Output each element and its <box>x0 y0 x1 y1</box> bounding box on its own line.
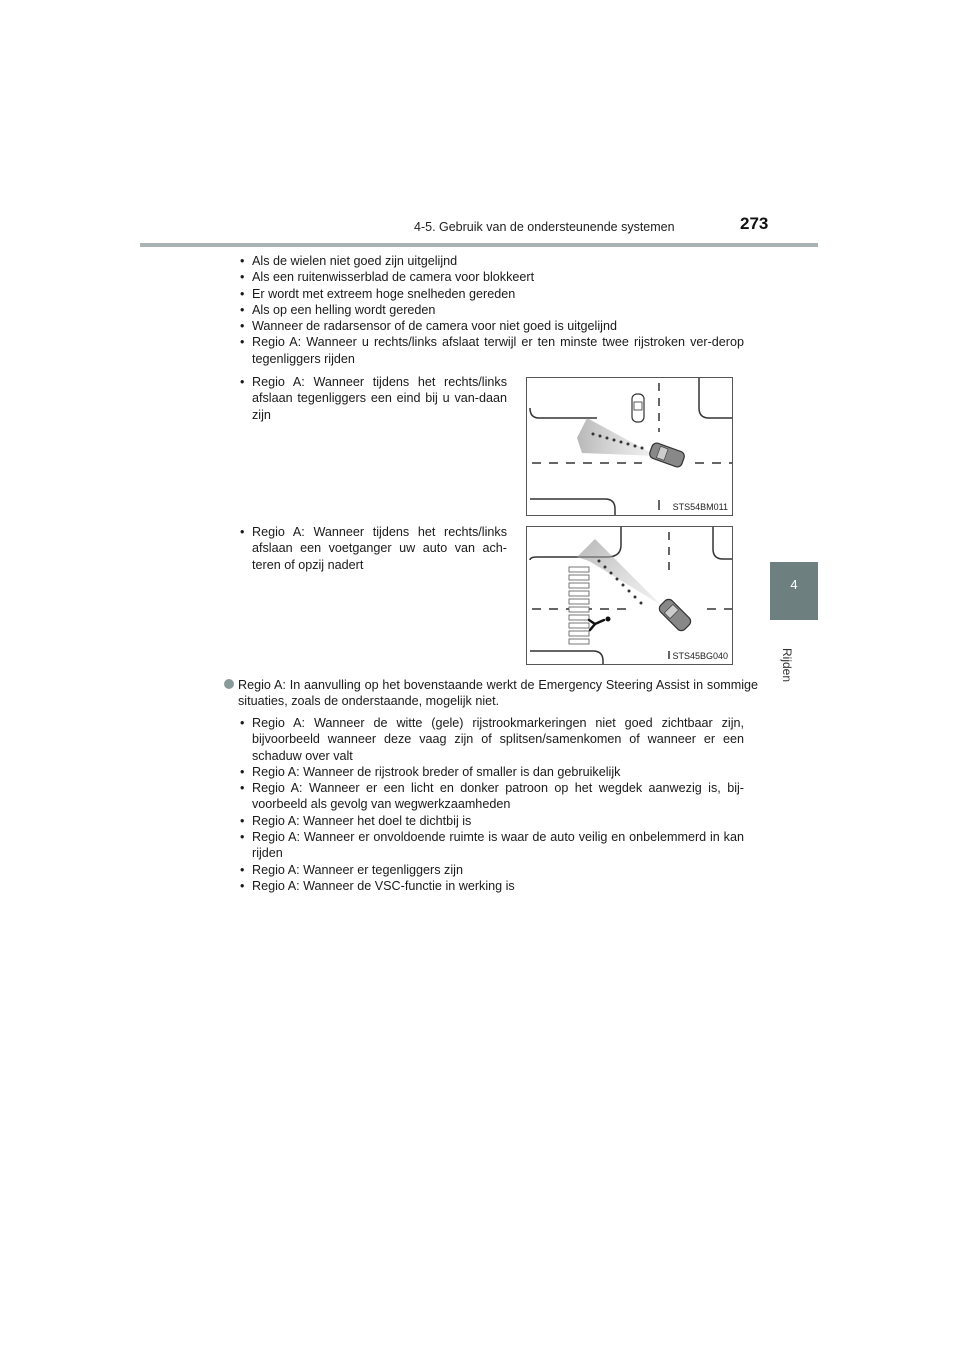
pedestrian-icon <box>589 617 611 631</box>
list-item: • Wanneer de radarsensor of de camera voor niet goed is uitgelijnd <box>238 318 744 334</box>
page-number: 273 <box>740 214 769 233</box>
list-item: • Als een ruitenwisserblad de camera voor blokkeert <box>238 269 744 285</box>
list-item: • Regio A: Wanneer de witte (gele) rijstrookmarkeringen niet goed zichtbaar zijn, bijvoorbeeld wanneer deze vaag zijn of splitsen/samenkomen of wanneer er een schaduw over valt <box>238 715 744 764</box>
figure-1-illustration <box>526 377 733 516</box>
list-item: • Regio A: Wanneer het doel te dichtbij is <box>238 813 744 829</box>
list-item: • Regio A: Wanneer de VSC-functie in werking is <box>238 878 744 894</box>
section-paragraph <box>224 677 758 710</box>
chapter-label: Rijden <box>780 648 794 683</box>
header-section-title: 4-5. Gebruik van de ondersteunende systemen <box>414 220 675 234</box>
list-item: • Als op een helling wordt gereden <box>238 302 744 318</box>
list-item: • Regio A: Wanneer er tegenliggers zijn <box>238 862 744 878</box>
oncoming-car-icon <box>632 394 644 422</box>
bullet-list-section <box>238 715 744 894</box>
chapter-tab: 4 <box>770 562 818 620</box>
list-item: • Regio A: Wanneer er een licht en donker patroon op het wegdek aanwezig is, bij-voorbeeld als gevolg van wegwerkzaamheden <box>238 780 744 813</box>
figure-2-illustration <box>526 526 733 665</box>
section-text: Regio A: In aanvulling op het bovenstaande werkt de Emergency Steering Assist in sommige situaties, zoals de onderstaande, mogelijk niet. <box>238 678 758 709</box>
figure-1-text: • Regio A: Wanneer tijdens het rechts/links afslaan tegenliggers een eind bij u van-daan zijn <box>238 374 507 423</box>
pedestrian-diagram <box>527 527 732 664</box>
list-item: • Regio A: Wanneer de rijstrook breder of smaller is dan gebruikelijk <box>238 764 744 780</box>
list-item: • Regio A: Wanneer er onvoldoende ruimte is waar de auto veilig en onbelemmerd in kan rijden <box>238 829 744 862</box>
figure-code: STS45BG040 <box>672 651 728 661</box>
oncoming-vehicle-diagram <box>527 378 732 515</box>
ego-car-icon <box>657 597 692 632</box>
list-item: • Regio A: Wanneer u rechts/links afslaat terwijl er ten minste twee rijstroken ver-derop tegenliggers rijden <box>238 334 744 367</box>
list-item: • Er wordt met extreem hoge snelheden gereden <box>238 286 744 302</box>
figure-2-text: • Regio A: Wanneer tijdens het rechts/links afslaan een voetganger uw auto van ach-teren of opzij nadert <box>238 524 507 573</box>
header-rule <box>140 243 818 247</box>
section-bullet-icon <box>224 679 234 689</box>
list-item: • Als de wielen niet goed zijn uitgelijnd <box>238 253 744 269</box>
ego-car-icon <box>648 442 685 469</box>
bullet-list-top <box>238 253 744 367</box>
figure-code: STS54BM011 <box>672 502 728 512</box>
